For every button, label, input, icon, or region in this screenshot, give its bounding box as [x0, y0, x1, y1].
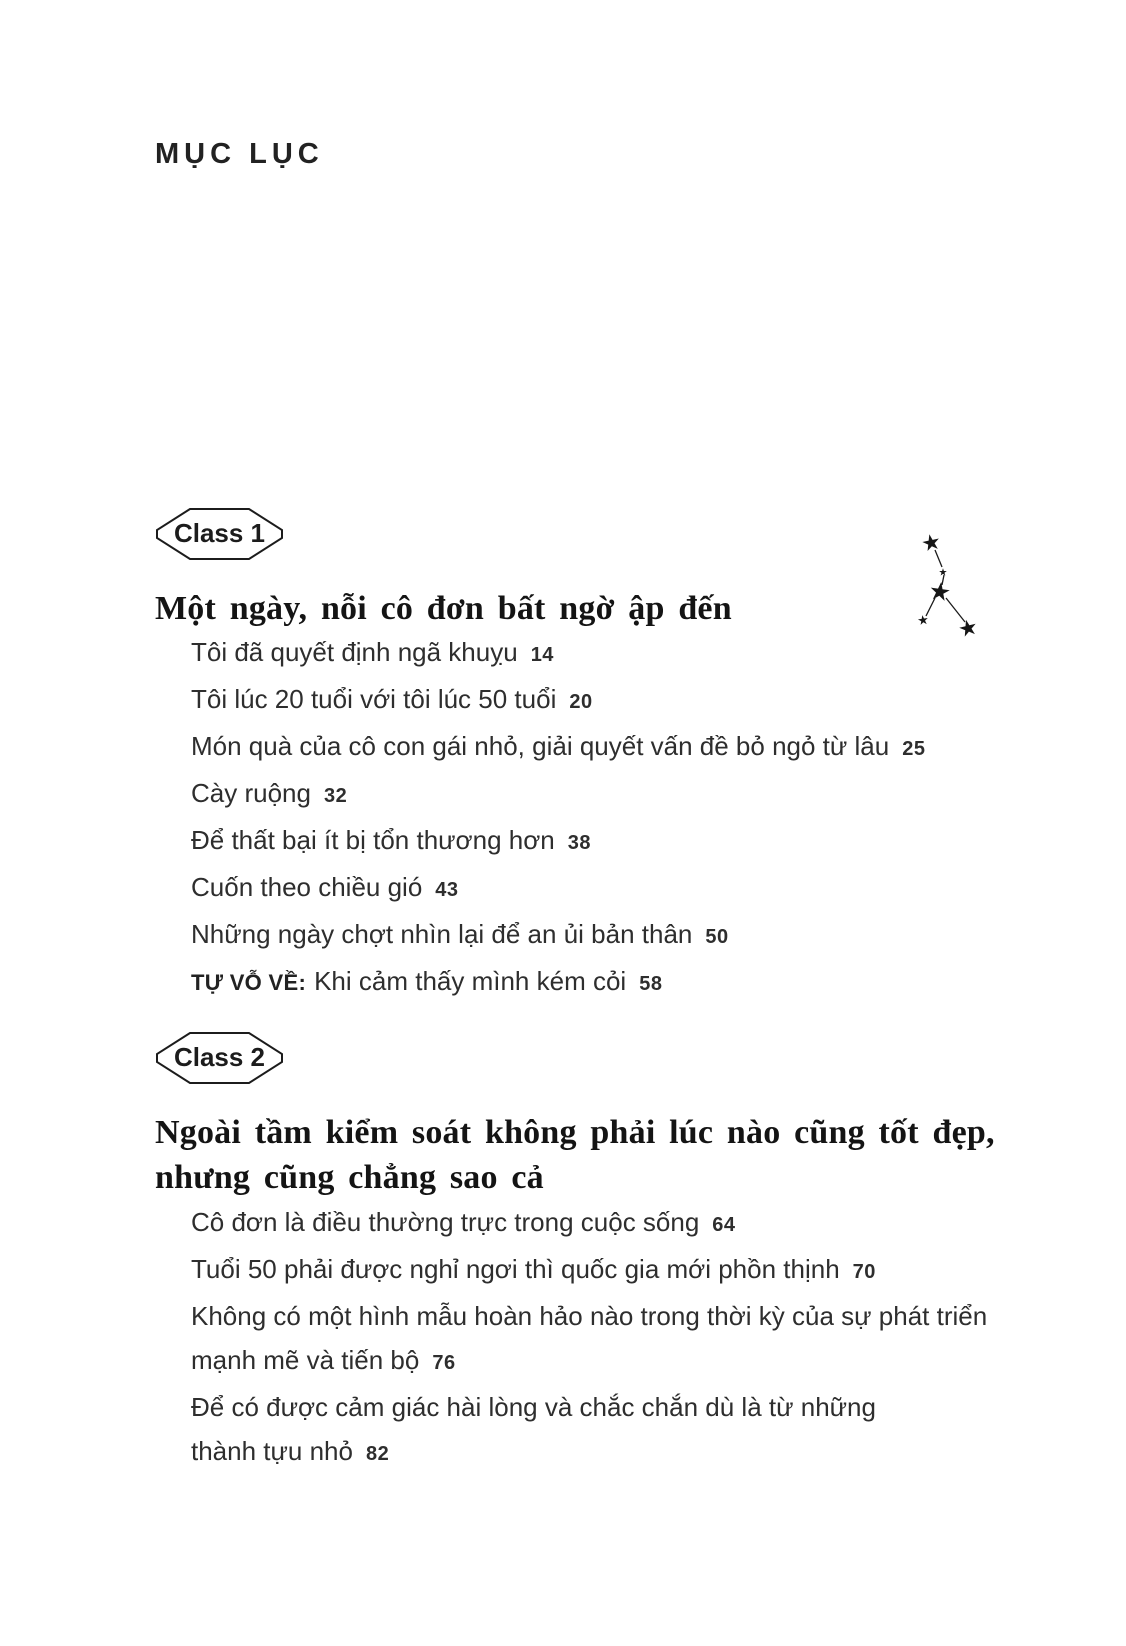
toc-item	[191, 771, 1031, 818]
class-1-badge-label: Class 1	[173, 517, 266, 548]
star-icon: ★	[926, 575, 954, 608]
toc-item-text: thành tựu nhỏ	[191, 1436, 353, 1466]
toc-item	[191, 630, 1031, 677]
chapter-2-title	[155, 1110, 995, 1200]
page-title: MỤC LỤC	[155, 138, 324, 170]
class-1-badge	[156, 508, 283, 560]
chapter-2-title-line: nhưng cũng chẳng sao cả	[155, 1159, 544, 1196]
toc-item-text: mạnh mẽ và tiến bộ	[191, 1345, 420, 1375]
page-number: 25	[902, 738, 926, 760]
star-icon: ★	[938, 567, 948, 579]
toc-item	[191, 1200, 1031, 1247]
page-number: 50	[705, 926, 729, 948]
chapter-1-title-line: Một ngày, nỗi cô đơn bất ngờ ập đến	[155, 590, 732, 627]
page-number: 43	[435, 879, 459, 901]
page-number: 32	[323, 785, 348, 807]
toc-item-text: Cuốn theo chiều gió	[191, 872, 423, 902]
constellation-illustration	[895, 525, 1015, 645]
toc-item	[191, 818, 1031, 865]
toc-item-text: Món quà của cô con gái nhỏ, giải quyết vấn đề bỏ ngỏ từ lâu	[191, 731, 890, 761]
star-icon: ★	[955, 614, 981, 644]
toc-item-text: Tôi lúc 20 tuổi với tôi lúc 50 tuổi	[191, 684, 557, 714]
star-icon: ★	[916, 612, 930, 630]
toc-item	[191, 912, 1031, 959]
toc-item-text: Tôi đã quyết định ngã khuỵu	[191, 637, 518, 667]
toc-item	[191, 724, 1031, 771]
page-number: 38	[567, 832, 591, 854]
chapter-2-toc-list	[191, 1200, 1031, 1476]
toc-item-prefix: TỰ VỖ VỀ:	[191, 970, 307, 995]
toc-item	[191, 1247, 1031, 1294]
toc-item-text: Những ngày chợt nhìn lại để an ủi bản thân	[191, 919, 693, 949]
page-number: 58	[639, 973, 663, 995]
toc-item	[191, 865, 1031, 912]
toc-item-text: Cày ruộng	[191, 778, 311, 808]
star-icon: ★	[919, 529, 944, 558]
chapter-2-title-line: Ngoài tầm kiểm soát không phải lúc nào cũng tốt đẹp,	[155, 1114, 995, 1151]
page-number: 20	[569, 691, 593, 713]
toc-item-text: Để thất bại ít bị tổn thương hơn	[191, 825, 555, 855]
toc-item	[191, 677, 1031, 724]
toc-item-text: Khi cảm thấy mình kém cỏi	[314, 966, 627, 996]
page-number: 82	[365, 1443, 390, 1465]
toc-item-text: Để có được cảm giác hài lòng và chắc chắn dù là từ những	[191, 1392, 876, 1422]
toc-item	[191, 1294, 1031, 1385]
toc-item-text: Không có một hình mẫu hoàn hảo nào trong thời kỳ của sự phát triển	[191, 1301, 988, 1331]
chapter-1-toc-list	[191, 630, 1031, 1006]
class-2-badge	[156, 1032, 283, 1084]
toc-item-text: Cô đơn là điều thường trực trong cuộc sống	[191, 1207, 700, 1237]
toc-item	[191, 1385, 1031, 1476]
page-number: 76	[432, 1352, 456, 1374]
page-number: 70	[852, 1261, 876, 1283]
chapter-1-title	[155, 586, 732, 631]
page-number: 14	[530, 644, 554, 666]
class-2-badge-label: Class 2	[173, 1041, 266, 1072]
toc-item	[191, 959, 1031, 1006]
page-number: 64	[712, 1214, 736, 1236]
toc-item-text: Tuổi 50 phải được nghỉ ngơi thì quốc gia mới phồn thịnh	[191, 1254, 840, 1284]
